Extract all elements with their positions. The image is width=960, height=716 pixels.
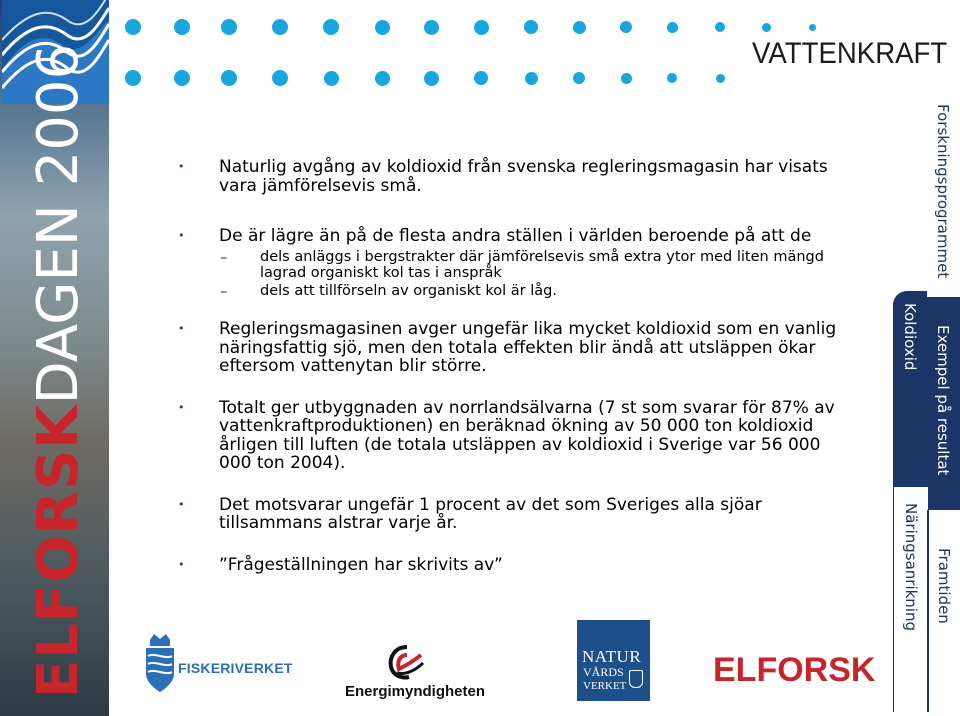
- band-brand-red: ELFORSK: [26, 404, 91, 698]
- naturvardsverket-line-1: NATUR: [582, 647, 642, 666]
- emblem-icon: [629, 670, 643, 688]
- decorative-dot: [667, 22, 678, 33]
- naturvardsverket-logo: [577, 620, 650, 701]
- bullet-item: • Det motsvarar ungefär 1 procent av det som Sveriges alla sjöar tillsammans alstrar varje år.: [178, 496, 858, 533]
- decorative-dot: [474, 71, 488, 85]
- decorative-dot: [125, 19, 141, 35]
- decorative-dot: [809, 24, 816, 31]
- decorative-dot: [375, 71, 390, 86]
- sub-bullet-item: – dels att tillförseln av organiskt kol är låg.: [178, 283, 858, 300]
- tab-framtiden[interactable]: [927, 510, 960, 712]
- decorative-dot: [272, 19, 288, 35]
- crown-shield-icon: [142, 634, 178, 694]
- decorative-dot: [424, 20, 439, 35]
- decorative-dot: [174, 19, 190, 35]
- decorative-dot: [716, 74, 725, 83]
- decorative-dot: [525, 72, 538, 85]
- tab-label: Exempel på resultat: [934, 325, 952, 476]
- decorative-dot: [524, 20, 538, 34]
- naturvardsverket-line-2: VÅRDS: [583, 665, 624, 679]
- bullet-item: • ”Frågeställningen har skrivits av”: [178, 556, 858, 575]
- decorative-dot: [715, 22, 725, 32]
- tab-koldioxid[interactable]: [893, 291, 927, 487]
- tab-forskningsprogrammet[interactable]: [927, 92, 960, 298]
- tab-label: Koldioxid: [901, 303, 919, 371]
- sub-bullet-item: – dels anläggs i bergstrakter där jämförelsevis små extra ytor med liten mängd lagrad organiskt kol tas i anspråk: [178, 249, 858, 282]
- tab-exempel-pa-resultat[interactable]: [927, 297, 960, 511]
- tab-naringsanrikning[interactable]: [893, 487, 928, 712]
- tab-label: Forskningsprogrammet: [934, 104, 952, 279]
- elforsk-logo: [713, 650, 883, 690]
- decorative-dot: [323, 19, 339, 35]
- decorative-dot: [621, 73, 632, 84]
- elforsk-text: ELFORSK: [713, 651, 876, 689]
- decorative-dot: [573, 72, 585, 84]
- decorative-dot: [424, 71, 439, 86]
- energy-swirl-icon: [387, 645, 427, 683]
- decorative-dot: [620, 21, 632, 33]
- decorative-dot: [573, 21, 586, 34]
- decorative-dot: [272, 70, 288, 86]
- decorative-dot: [762, 23, 771, 32]
- bullet-item: • Naturlig avgång av koldioxid från svenska regleringsmagasin har visats vara jämförelsevis små.: [178, 158, 858, 195]
- bullet-item: • De är lägre än på de flesta andra ställen i världen beroende på att de: [178, 227, 858, 246]
- energimyndigheten-text: Energimyndigheten: [345, 683, 486, 700]
- bullet-item: • Totalt ger utbyggnaden av norrlandsälvarna (7 st som svarar för 87% av vattenkraftproduktionen) en beräknad ökning av 50 000 ton koldioxid årligen till luften (de totala utsläppen av koldioxid i Sverige var 56 000 000 ton 2004).: [178, 399, 858, 473]
- decorative-dot: [125, 70, 141, 86]
- tab-label: Framtiden: [935, 548, 953, 624]
- energimyndigheten-logo: [345, 645, 486, 705]
- decorative-dot: [375, 20, 390, 35]
- band-title: [26, 43, 91, 698]
- slide-content: [178, 158, 858, 574]
- naturvardsverket-line-3: VERKET: [583, 680, 627, 692]
- page-title: VATTENKRAFT: [752, 37, 948, 70]
- fiskeriverket-logo: [142, 634, 293, 694]
- decorative-dot: [667, 73, 677, 83]
- fiskeriverket-text: FISKERIVERKET: [178, 660, 293, 676]
- band-brand-white: DAGEN 2006: [26, 43, 91, 405]
- decorative-dot: [324, 71, 339, 86]
- decorative-dot: [221, 70, 237, 86]
- decorative-dot: [174, 70, 190, 86]
- bullet-item: • Regleringsmagasinen avger ungefär lika mycket koldioxid som en vanlig näringsfattig sjö, men den totala effekten blir ändå att utsläppen ökar eftersom vattenytan blir större.: [178, 320, 858, 376]
- decorative-dot: [221, 19, 237, 35]
- tab-label: Näringsanrikning: [902, 503, 920, 632]
- decorative-dot: [474, 20, 489, 35]
